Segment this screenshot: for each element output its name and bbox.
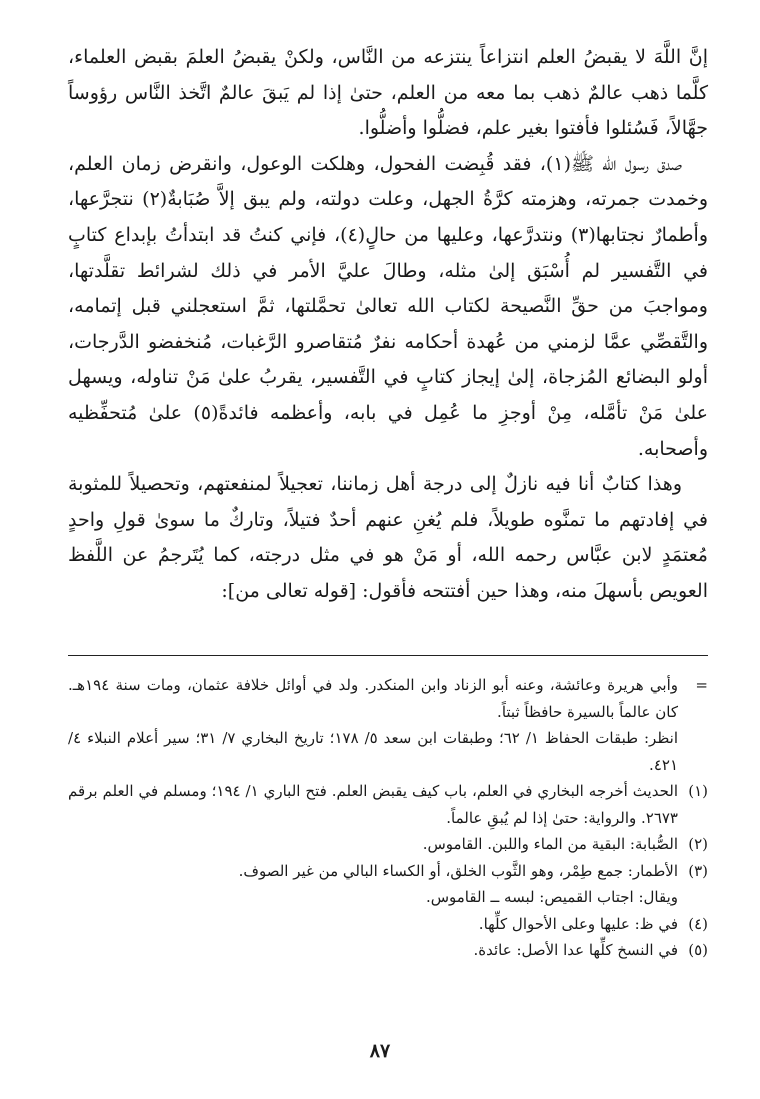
paragraph-hadith: إنَّ اللَّهَ لا يقبضُ العلم انتزاعاً ينتزعه من النَّاس، ولكنْ يقبضُ العلمَ بقبض العلماء، كلَّما ذهب عالمٌ ذهب بما معه من العلم، حتىٰ إذا لم يَبقَ عالمٌ اتَّخذ النَّاس رؤوساً جهَّالاً، فَسُئلوا فأفتوا بغير علم، فضلُّوا وأضلُّوا. bbox=[68, 46, 708, 140]
footnote-number: (١) bbox=[688, 782, 708, 800]
paragraph-introduction: صدق رسول الله ﷺ(١)، فقد قُبِضت الفحول، وهلكت الوعول، وانقرض زمان العلم، وخمدت جمرته، وهزمته كرَّةُ الجهل، وعلت دولته، ولم يبق إلاَّ صُبَابةٌ(٢) نتجرَّعها، وأطمارٌ نجتابها(٣) ونتدرَّعها، وعليها من حالٍ(٤)، فإني كنتُ قد ابتدأتُ بإبداع كتابٍ في التَّفسير لم أُسْبَق إلىٰ مثله، وطالَ عليَّ الأمر في ذلك لشرائط تقلَّدتها، ومواجبَ من حقِّ النَّصيحة لكتاب الله تعالىٰ تحمَّلتها، ثمَّ استعجلني قبل إتمامه، والتَّقصِّي عمَّا لزمني من عُهدة أحكامه نفرٌ مُتقاصرو الرَّغبات، مُنخفضو الدَّرجات، أولو البضائع المُزجاة، إلىٰ إيجاز كتابٍ في التَّفسير، يقربُ علىٰ مَنْ تناوله، ويسهل علىٰ مَنْ تأمَّله، مِنْ أوجزِ ما عُمِل في بابه، وأعظمه فائدةً(٥) علىٰ مُتحفِّظيه وأصحابه. bbox=[68, 152, 709, 460]
paragraph-book-purpose: وهذا كتابٌ أنا فيه نازلٌ إلى درجة أهل زماننا، تعجيلاً لمنفعتهم، وتحصيلاً للمثوبة في إفادتهم ما تمنَّوه طويلاً، فلم يُغنِ عنهم أحدٌ فتيلاً، وتاركٌ ما سوىٰ قولِ واحدٍ مُعتمَدٍ لابن عبَّاس رحمه الله، أو مَنْ هو في مثل درجته، كما يُتَرجمُ عن اللَّفظ العويص بأسهلَ منه، وهذا حين أفتتحه فأقول: [قوله تعالى من]: bbox=[68, 473, 708, 602]
footnote-item bbox=[68, 831, 708, 858]
footnote-item bbox=[68, 937, 708, 964]
footnote-number: (٢) bbox=[688, 835, 708, 853]
footnote-continuation-text: انظر: طبقات الحفاظ ١/ ٦٢؛ وطبقات ابن سعد ٥/ ١٧٨؛ تاريخ البخاري ٧/ ٣١؛ سير أعلام النبلاء ٤/ ٤٢١. bbox=[68, 729, 678, 774]
footnote-text: الصُّبابة: البقية من الماء واللبن. القاموس. bbox=[422, 835, 678, 853]
footnote-continuation-text: وأبي هريرة وعائشة، وعنه أبو الزناد وابن المنكدر. ولد في أوائل خلافة عثمان، ومات سنة ١٩٤هـ. كان عالماً بالسيرة حافظاً ثبتاً. bbox=[68, 676, 678, 721]
footnotes bbox=[68, 672, 708, 964]
footnote-text: ويقال: اجتاب القميص: لبسه ــ القاموس. bbox=[425, 888, 678, 906]
footnote-item bbox=[68, 778, 708, 831]
footnote-text: في النسخ كلِّها عدا الأصل: عائدة. bbox=[473, 941, 678, 959]
footnote-text: الأطمار: جمع طِمْر، وهو الثَّوب الخلق، أو الكساء البالي من غير الصوف. bbox=[238, 861, 678, 880]
footnote-number: (٥) bbox=[688, 941, 708, 959]
footnote-number: (٣) bbox=[688, 861, 708, 880]
page-number: ٨٧ bbox=[369, 1040, 391, 1062]
footnote-item bbox=[68, 911, 708, 938]
footnote-text: الحديث أخرجه البخاري في العلم، باب كيف يقبض العلم. فتح الباري ١/ ١٩٤؛ ومسلم في العلم برقم ٢٦٧٣. والرواية: حتىٰ إذا لم يُبقِ عالماً. bbox=[68, 782, 678, 827]
footnote-continuation bbox=[68, 725, 708, 778]
footnote-divider bbox=[68, 655, 708, 656]
footnote-text: في ظ: عليها وعلى الأحوال كلِّها. bbox=[478, 914, 678, 933]
footnote-continuation bbox=[68, 672, 708, 725]
footnote-number: (٤) bbox=[688, 914, 708, 933]
footnote-item bbox=[68, 858, 708, 885]
main-text bbox=[68, 40, 708, 610]
footnote-item bbox=[68, 884, 708, 911]
continuation-mark: = bbox=[695, 676, 708, 694]
